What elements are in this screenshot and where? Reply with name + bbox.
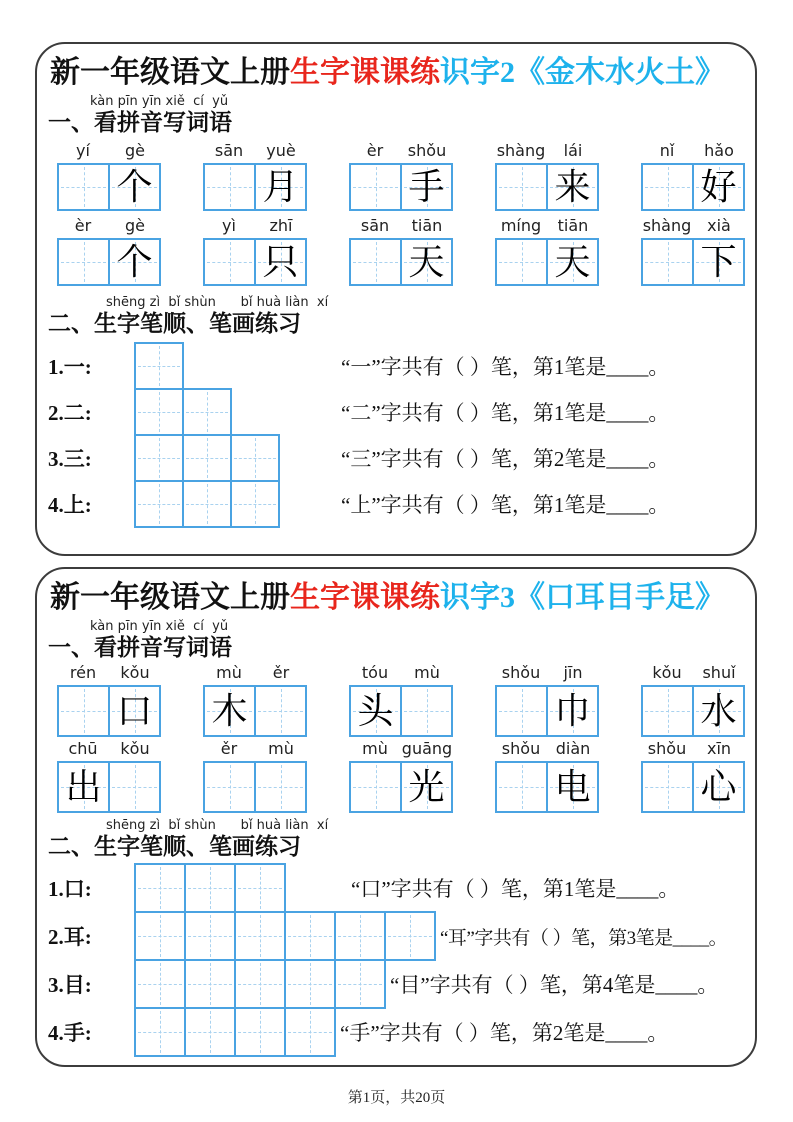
pinyin-syllable: shàng	[642, 216, 692, 235]
word-pinyin	[495, 141, 599, 163]
writing-cell-pair	[641, 761, 745, 813]
word-pinyin	[57, 739, 161, 761]
stroke-question: “耳”字共有（ ）笔，第3笔是____。	[440, 927, 728, 949]
writing-cell	[400, 761, 453, 813]
writing-cell	[254, 761, 307, 813]
stroke-box	[184, 959, 236, 1009]
stroke-box	[184, 863, 236, 913]
writing-cell	[57, 163, 110, 211]
stroke-item-label: 3.三:	[48, 447, 92, 471]
word-block	[203, 216, 307, 286]
word-pinyin	[641, 141, 745, 163]
pinyin-syllable: jīn	[563, 663, 583, 682]
pinyin-syllable: zhī	[269, 216, 293, 235]
word-block	[349, 739, 453, 813]
stroke-item-label: 4.手:	[48, 1021, 92, 1045]
writing-cell	[108, 761, 161, 813]
word-pinyin	[641, 663, 745, 685]
word-pinyin	[495, 739, 599, 761]
section2-heading: 二、生字笔顺、笔画练习	[48, 834, 301, 859]
word-block	[495, 739, 599, 813]
stroke-practice-row	[48, 434, 747, 482]
title-series: 生字课课练	[290, 56, 440, 89]
hanzi-character: 天	[408, 242, 445, 282]
writing-cell	[546, 685, 599, 737]
hanzi-character: 水	[700, 691, 737, 731]
pinyin-syllable: mù	[414, 663, 440, 682]
pinyin-syllable: shǒu	[501, 663, 541, 682]
stroke-box	[230, 480, 280, 528]
stroke-question: “三”字共有（ ）笔，第2笔是____。	[341, 447, 670, 471]
stroke-practice-row	[48, 863, 747, 913]
title-lesson: 识字3《口耳目手足》	[440, 581, 725, 614]
word-pinyin	[495, 216, 599, 238]
page-footer: 第1页，共20页	[347, 1090, 446, 1106]
pinyin-syllable: guāng	[401, 739, 453, 758]
hanzi-character: 下	[700, 242, 737, 282]
stroke-box	[234, 911, 286, 961]
word-row	[57, 739, 747, 813]
hanzi-character: 巾	[554, 691, 591, 731]
writing-cell-pair	[349, 163, 453, 211]
writing-cell-pair	[57, 238, 161, 286]
writing-cell	[495, 163, 548, 211]
stroke-box	[284, 1007, 336, 1057]
pinyin-syllable: chū	[68, 739, 98, 758]
writing-cell	[495, 761, 548, 813]
writing-cell-pair	[349, 761, 453, 813]
writing-cell	[108, 163, 161, 211]
worksheet-title	[50, 54, 747, 92]
stroke-grid	[134, 388, 341, 436]
stroke-practice-row	[48, 342, 747, 390]
writing-cell	[495, 238, 548, 286]
word-block	[495, 141, 599, 211]
stroke-box	[234, 959, 286, 1009]
stroke-box	[334, 911, 386, 961]
hanzi-character: 出	[65, 767, 102, 807]
stroke-grid	[134, 342, 341, 390]
stroke-box	[182, 434, 232, 482]
stroke-question: “一”字共有（ ）笔，第1笔是____。	[341, 355, 670, 379]
pinyin-syllable: shǒu	[501, 739, 541, 758]
stroke-question: “口”字共有（ ）笔，第1笔是____。	[351, 877, 680, 901]
writing-cell	[203, 238, 256, 286]
section1-heading: 一、看拼音写词语	[48, 635, 232, 660]
writing-cell-pair	[349, 685, 453, 737]
hanzi-character: 电	[554, 767, 591, 807]
pinyin-syllable: shàng	[496, 141, 546, 160]
word-pinyin	[203, 216, 307, 238]
writing-cell	[108, 685, 161, 737]
stroke-box	[284, 959, 336, 1009]
writing-cell-pair	[495, 761, 599, 813]
title-series: 生字课课练	[290, 581, 440, 614]
word-pinyin	[203, 739, 307, 761]
pinyin-syllable: kǒu	[652, 663, 682, 682]
pinyin-syllable: kǒu	[120, 663, 150, 682]
writing-cell	[495, 685, 548, 737]
word-pinyin	[349, 216, 453, 238]
section2-pinyin: shēng zì bǐ shùn bǐ huà liàn xí	[106, 818, 329, 833]
writing-cell	[546, 761, 599, 813]
stroke-box	[384, 911, 436, 961]
word-block	[203, 739, 307, 813]
hanzi-character: 个	[116, 167, 153, 207]
title-lesson: 识字2《金木水火土》	[440, 56, 725, 89]
section1-pinyin: kàn pīn yīn xiě cí yǔ	[90, 619, 229, 634]
stroke-item-label: 4.上:	[48, 493, 92, 517]
writing-cell	[546, 163, 599, 211]
stroke-item-label: 2.耳:	[48, 925, 92, 949]
word-block	[203, 663, 307, 737]
pinyin-syllable: tóu	[361, 663, 389, 682]
section2-heading: 二、生字笔顺、笔画练习	[48, 311, 301, 336]
stroke-question: “上”字共有（ ）笔，第1笔是____。	[341, 493, 670, 517]
pinyin-syllable: rén	[69, 663, 97, 682]
stroke-practice-row	[48, 1007, 747, 1057]
pinyin-syllable: shǒu	[647, 739, 687, 758]
stroke-item-label: 1.一:	[48, 355, 92, 379]
writing-cell	[254, 163, 307, 211]
word-pinyin	[641, 739, 745, 761]
writing-cell	[692, 761, 745, 813]
word-row	[57, 216, 747, 286]
word-block	[349, 663, 453, 737]
writing-cell	[400, 163, 453, 211]
stroke-box	[182, 480, 232, 528]
stroke-box	[184, 911, 236, 961]
stroke-box	[234, 1007, 286, 1057]
stroke-grid	[134, 1007, 336, 1057]
writing-cell	[641, 685, 694, 737]
pinyin-syllable: sān	[360, 216, 390, 235]
writing-cell	[349, 163, 402, 211]
pinyin-syllable: hǎo	[704, 141, 734, 160]
writing-cell	[692, 163, 745, 211]
word-pinyin	[349, 739, 453, 761]
writing-cell	[203, 163, 256, 211]
section1-heading: 一、看拼音写词语	[48, 110, 232, 135]
writing-cell-pair	[57, 163, 161, 211]
pinyin-syllable: yì	[222, 216, 236, 235]
word-block	[495, 663, 599, 737]
writing-cell-pair	[203, 761, 307, 813]
stroke-box	[230, 434, 280, 482]
pinyin-syllable: tiān	[557, 216, 589, 235]
pinyin-syllable: gè	[125, 141, 145, 160]
hanzi-character: 手	[408, 167, 445, 207]
stroke-practice-row	[48, 911, 747, 961]
stroke-box	[134, 434, 184, 482]
pinyin-syllable: ěr	[220, 739, 238, 758]
pinyin-syllable: tiān	[411, 216, 443, 235]
hanzi-character: 光	[408, 767, 445, 807]
pinyin-syllable: ěr	[272, 663, 290, 682]
writing-cell-pair	[641, 163, 745, 211]
stroke-item-label: 2.二:	[48, 401, 92, 425]
writing-cell	[546, 238, 599, 286]
writing-cell-pair	[203, 685, 307, 737]
section1-pinyin: kàn pīn yīn xiě cí yǔ	[90, 94, 229, 109]
lesson-panel-1	[35, 42, 757, 556]
stroke-item-label: 1.口:	[48, 877, 92, 901]
lesson-panel-2	[35, 567, 757, 1067]
stroke-box	[134, 388, 184, 436]
stroke-box	[134, 342, 184, 390]
stroke-box	[134, 1007, 186, 1057]
hanzi-character: 来	[554, 167, 591, 207]
word-pinyin	[203, 663, 307, 685]
writing-cell	[641, 238, 694, 286]
word-block	[495, 216, 599, 286]
stroke-practice-row	[48, 480, 747, 528]
hanzi-character: 木	[211, 691, 248, 731]
writing-cell	[400, 238, 453, 286]
writing-cell	[57, 761, 110, 813]
stroke-grid	[134, 911, 436, 961]
hanzi-character: 头	[357, 691, 394, 731]
stroke-question: “手”字共有（ ）笔，第2笔是____。	[340, 1021, 669, 1045]
word-pinyin	[57, 216, 161, 238]
writing-cell	[254, 238, 307, 286]
writing-cell-pair	[495, 238, 599, 286]
stroke-question: “目”字共有（ ）笔，第4笔是____。	[390, 973, 719, 997]
word-pinyin	[495, 663, 599, 685]
word-block	[57, 141, 161, 211]
writing-cell-pair	[203, 163, 307, 211]
hanzi-character: 口	[116, 691, 153, 731]
writing-cell-pair	[495, 685, 599, 737]
hanzi-character: 心	[700, 767, 737, 807]
word-pinyin	[641, 216, 745, 238]
writing-cell	[254, 685, 307, 737]
word-pinyin	[57, 141, 161, 163]
stroke-practice-row	[48, 388, 747, 436]
pinyin-syllable: shǒu	[407, 141, 447, 160]
stroke-practice-list	[48, 342, 747, 528]
word-pinyin	[349, 141, 453, 163]
stroke-item-label: 3.目:	[48, 973, 92, 997]
pinyin-syllable: mù	[268, 739, 294, 758]
writing-cell-pair	[203, 238, 307, 286]
writing-cell	[641, 761, 694, 813]
section2-pinyin: shēng zì bǐ shùn bǐ huà liàn xí	[106, 295, 329, 310]
pinyin-syllable: èr	[74, 216, 92, 235]
word-block	[57, 739, 161, 813]
stroke-box	[134, 959, 186, 1009]
pinyin-syllable: èr	[366, 141, 384, 160]
stroke-box	[134, 480, 184, 528]
writing-cell	[641, 163, 694, 211]
writing-cell	[400, 685, 453, 737]
writing-cell-pair	[349, 238, 453, 286]
stroke-grid	[134, 434, 341, 482]
stroke-box	[184, 1007, 236, 1057]
title-book: 新一年级语文上册	[50, 56, 290, 89]
word-block	[57, 663, 161, 737]
writing-cell-pair	[57, 761, 161, 813]
pinyin-syllable: nǐ	[659, 141, 675, 160]
pinyin-syllable: míng	[500, 216, 542, 235]
writing-cell-pair	[57, 685, 161, 737]
word-block	[641, 739, 745, 813]
stroke-box	[134, 911, 186, 961]
writing-cell	[203, 761, 256, 813]
word-block	[349, 216, 453, 286]
writing-cell-pair	[641, 238, 745, 286]
writing-cell	[203, 685, 256, 737]
pinyin-syllable: sān	[214, 141, 244, 160]
writing-cell-pair	[641, 685, 745, 737]
pinyin-syllable: mù	[216, 663, 242, 682]
pinyin-syllable: lái	[563, 141, 583, 160]
hanzi-character: 好	[700, 167, 737, 207]
stroke-box	[182, 388, 232, 436]
writing-cell	[108, 238, 161, 286]
stroke-box	[234, 863, 286, 913]
word-pinyin	[203, 141, 307, 163]
pinyin-syllable: yuè	[266, 141, 296, 160]
pinyin-syllable: xià	[707, 216, 731, 235]
hanzi-character: 月	[262, 167, 299, 207]
word-block	[349, 141, 453, 211]
pinyin-syllable: xīn	[706, 739, 732, 758]
word-row	[57, 141, 747, 211]
pinyin-syllable: mù	[362, 739, 388, 758]
writing-cell	[349, 685, 402, 737]
writing-cell	[692, 685, 745, 737]
word-block	[203, 141, 307, 211]
pinyin-syllable: gè	[125, 216, 145, 235]
writing-cell	[692, 238, 745, 286]
stroke-practice-list	[48, 863, 747, 1057]
word-block	[641, 141, 745, 211]
writing-cell	[349, 761, 402, 813]
writing-cell	[57, 685, 110, 737]
word-row	[57, 663, 747, 737]
pinyin-syllable: diàn	[555, 739, 591, 758]
stroke-grid	[134, 959, 386, 1009]
stroke-box	[284, 911, 336, 961]
pinyin-syllable: yí	[76, 141, 90, 160]
title-book: 新一年级语文上册	[50, 581, 290, 614]
stroke-box	[134, 863, 186, 913]
hanzi-character: 只	[262, 242, 299, 282]
word-block	[641, 663, 745, 737]
writing-cell-pair	[495, 163, 599, 211]
writing-cell	[57, 238, 110, 286]
pinyin-syllable: shuǐ	[702, 663, 736, 682]
stroke-grid	[134, 480, 341, 528]
writing-cell	[349, 238, 402, 286]
worksheet-title	[50, 579, 747, 617]
stroke-practice-row	[48, 959, 747, 1009]
pinyin-syllable: kǒu	[120, 739, 150, 758]
stroke-grid	[134, 863, 347, 913]
word-pinyin	[57, 663, 161, 685]
word-pinyin	[349, 663, 453, 685]
stroke-question: “二”字共有（ ）笔，第1笔是____。	[341, 401, 670, 425]
word-block	[641, 216, 745, 286]
stroke-box	[334, 959, 386, 1009]
hanzi-character: 个	[116, 242, 153, 282]
hanzi-character: 天	[554, 242, 591, 282]
word-block	[57, 216, 161, 286]
